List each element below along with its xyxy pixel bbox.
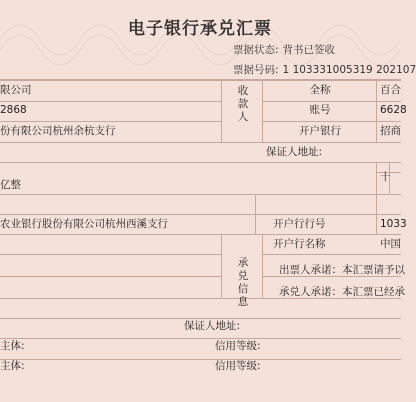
bill-number-value: 1 103331005319 202107: [282, 64, 416, 76]
acceptor-bank-no-label: 开户行行号: [273, 218, 326, 230]
payee-fullname-value: 百合: [380, 84, 401, 96]
acceptor-bank-no-value: 1033: [380, 218, 407, 230]
payee-side-label: 收款人: [237, 85, 249, 123]
payee-bank-label: 开户银行: [299, 125, 341, 137]
acceptor-bank-name-value: 中国: [380, 238, 401, 250]
guarantor2-address-label: 保证人地址:: [184, 320, 241, 332]
bill-status-label: 票据状态:: [233, 44, 279, 56]
accept-info-side-label: 承兑信息: [237, 257, 249, 308]
bill-number-label: 票据号码:: [233, 64, 279, 76]
acceptor-bank: 农业银行股份有限公司杭州西溪支行: [0, 218, 168, 230]
drawer-promise: 出票人承诺：本汇票请予以: [279, 264, 405, 276]
acceptor-promise: 承兑人承诺：本汇票已经承: [279, 286, 405, 298]
rating-subject-1: 主体:: [0, 340, 25, 352]
amount-in-words: 亿整: [0, 179, 21, 191]
bill-number-row: [233, 62, 416, 77]
bill-status-value: 背书已签收: [282, 44, 336, 56]
payee-fullname-label: 全称: [309, 84, 331, 96]
payee-account-value: 6628: [380, 104, 407, 116]
guarantor-address-label: 保证人地址:: [266, 146, 323, 158]
payee-bank-value: 招商: [380, 125, 401, 137]
bill-title: 电子银行承兑汇票: [128, 19, 272, 39]
rating-label-1: 信用等级:: [215, 340, 261, 352]
amount-digit-label: 十: [380, 171, 391, 183]
drawer-account: 2868: [0, 104, 27, 116]
rating-subject-2: 主体:: [0, 360, 25, 372]
drawer-name: 限公司: [0, 84, 32, 96]
acceptor-bank-name-label: 开户行名称: [273, 238, 326, 250]
payee-account-label: 账号: [309, 104, 331, 116]
drawer-bank: 份有限公司杭州余杭支行: [0, 125, 116, 137]
bill-status-row: [233, 42, 335, 57]
rating-label-2: 信用等级:: [215, 360, 261, 372]
